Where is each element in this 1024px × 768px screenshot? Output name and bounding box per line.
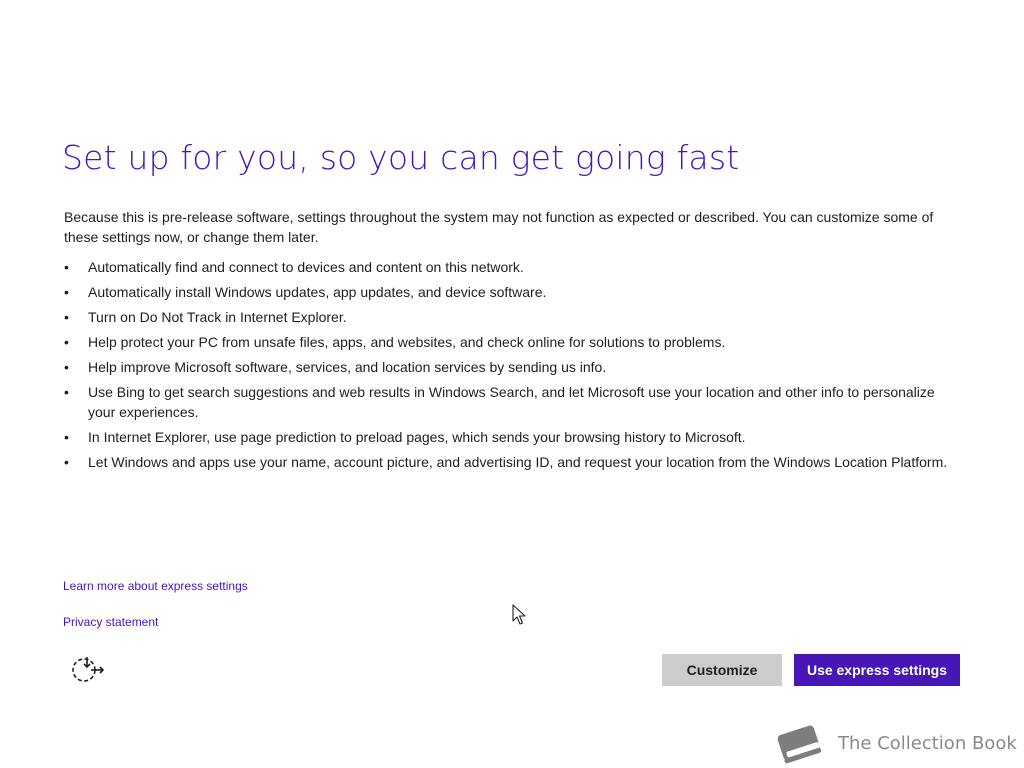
book-icon xyxy=(772,718,824,768)
list-item xyxy=(64,307,954,327)
list-item-text: Help improve Microsoft software, services, and location services by sending us info. xyxy=(88,359,607,375)
bullet: • xyxy=(64,384,69,400)
customize-button[interactable]: Customize xyxy=(662,654,782,686)
watermark xyxy=(772,718,1017,768)
list-item xyxy=(64,282,954,302)
list-item-text: Let Windows and apps use your name, account picture, and advertising ID, and request your location from the Windows Location Platform. xyxy=(88,454,948,470)
list-item xyxy=(64,427,954,447)
intro-text: Because this is pre-release software, settings throughout the system may not function as expected or described. You can customize some of these settings now, or change them later. xyxy=(64,209,934,245)
list-item-text: Turn on Do Not Track in Internet Explorer. xyxy=(88,309,347,325)
list-item-text: In Internet Explorer, use page prediction to preload pages, which sends your browsing history to Microsoft. xyxy=(88,429,746,445)
bullet: • xyxy=(64,334,69,350)
bullet: • xyxy=(64,284,69,300)
list-item xyxy=(64,452,954,472)
list-item-text: Use Bing to get search suggestions and web results in Windows Search, and let Microsoft use your location and other info to personalize your experiences. xyxy=(88,384,935,420)
list-item xyxy=(64,332,954,352)
bullet: • xyxy=(64,259,69,275)
bullet: • xyxy=(64,429,69,445)
learn-more-link[interactable]: Learn more about express settings xyxy=(63,579,248,593)
list-item-text: Help protect your PC from unsafe files, apps, and websites, and check online for solutions to problems. xyxy=(88,334,726,350)
ease-of-access-icon[interactable] xyxy=(70,655,106,685)
list-item xyxy=(64,382,954,422)
bullet: • xyxy=(64,454,69,470)
use-express-settings-button[interactable]: Use express settings xyxy=(794,654,960,686)
settings-list xyxy=(64,257,954,477)
mouse-pointer-icon xyxy=(512,604,526,626)
list-item xyxy=(64,257,954,277)
list-item xyxy=(64,357,954,377)
list-item-text: Automatically find and connect to devices and content on this network. xyxy=(88,259,524,275)
list-item-text: Automatically install Windows updates, app updates, and device software. xyxy=(88,284,547,300)
privacy-statement-link[interactable]: Privacy statement xyxy=(63,615,159,629)
page-title: Set up for you, so you can get going fast xyxy=(62,138,740,177)
bullet: • xyxy=(64,359,69,375)
bullet: • xyxy=(64,309,69,325)
watermark-text: The Collection Book xyxy=(838,732,1017,754)
